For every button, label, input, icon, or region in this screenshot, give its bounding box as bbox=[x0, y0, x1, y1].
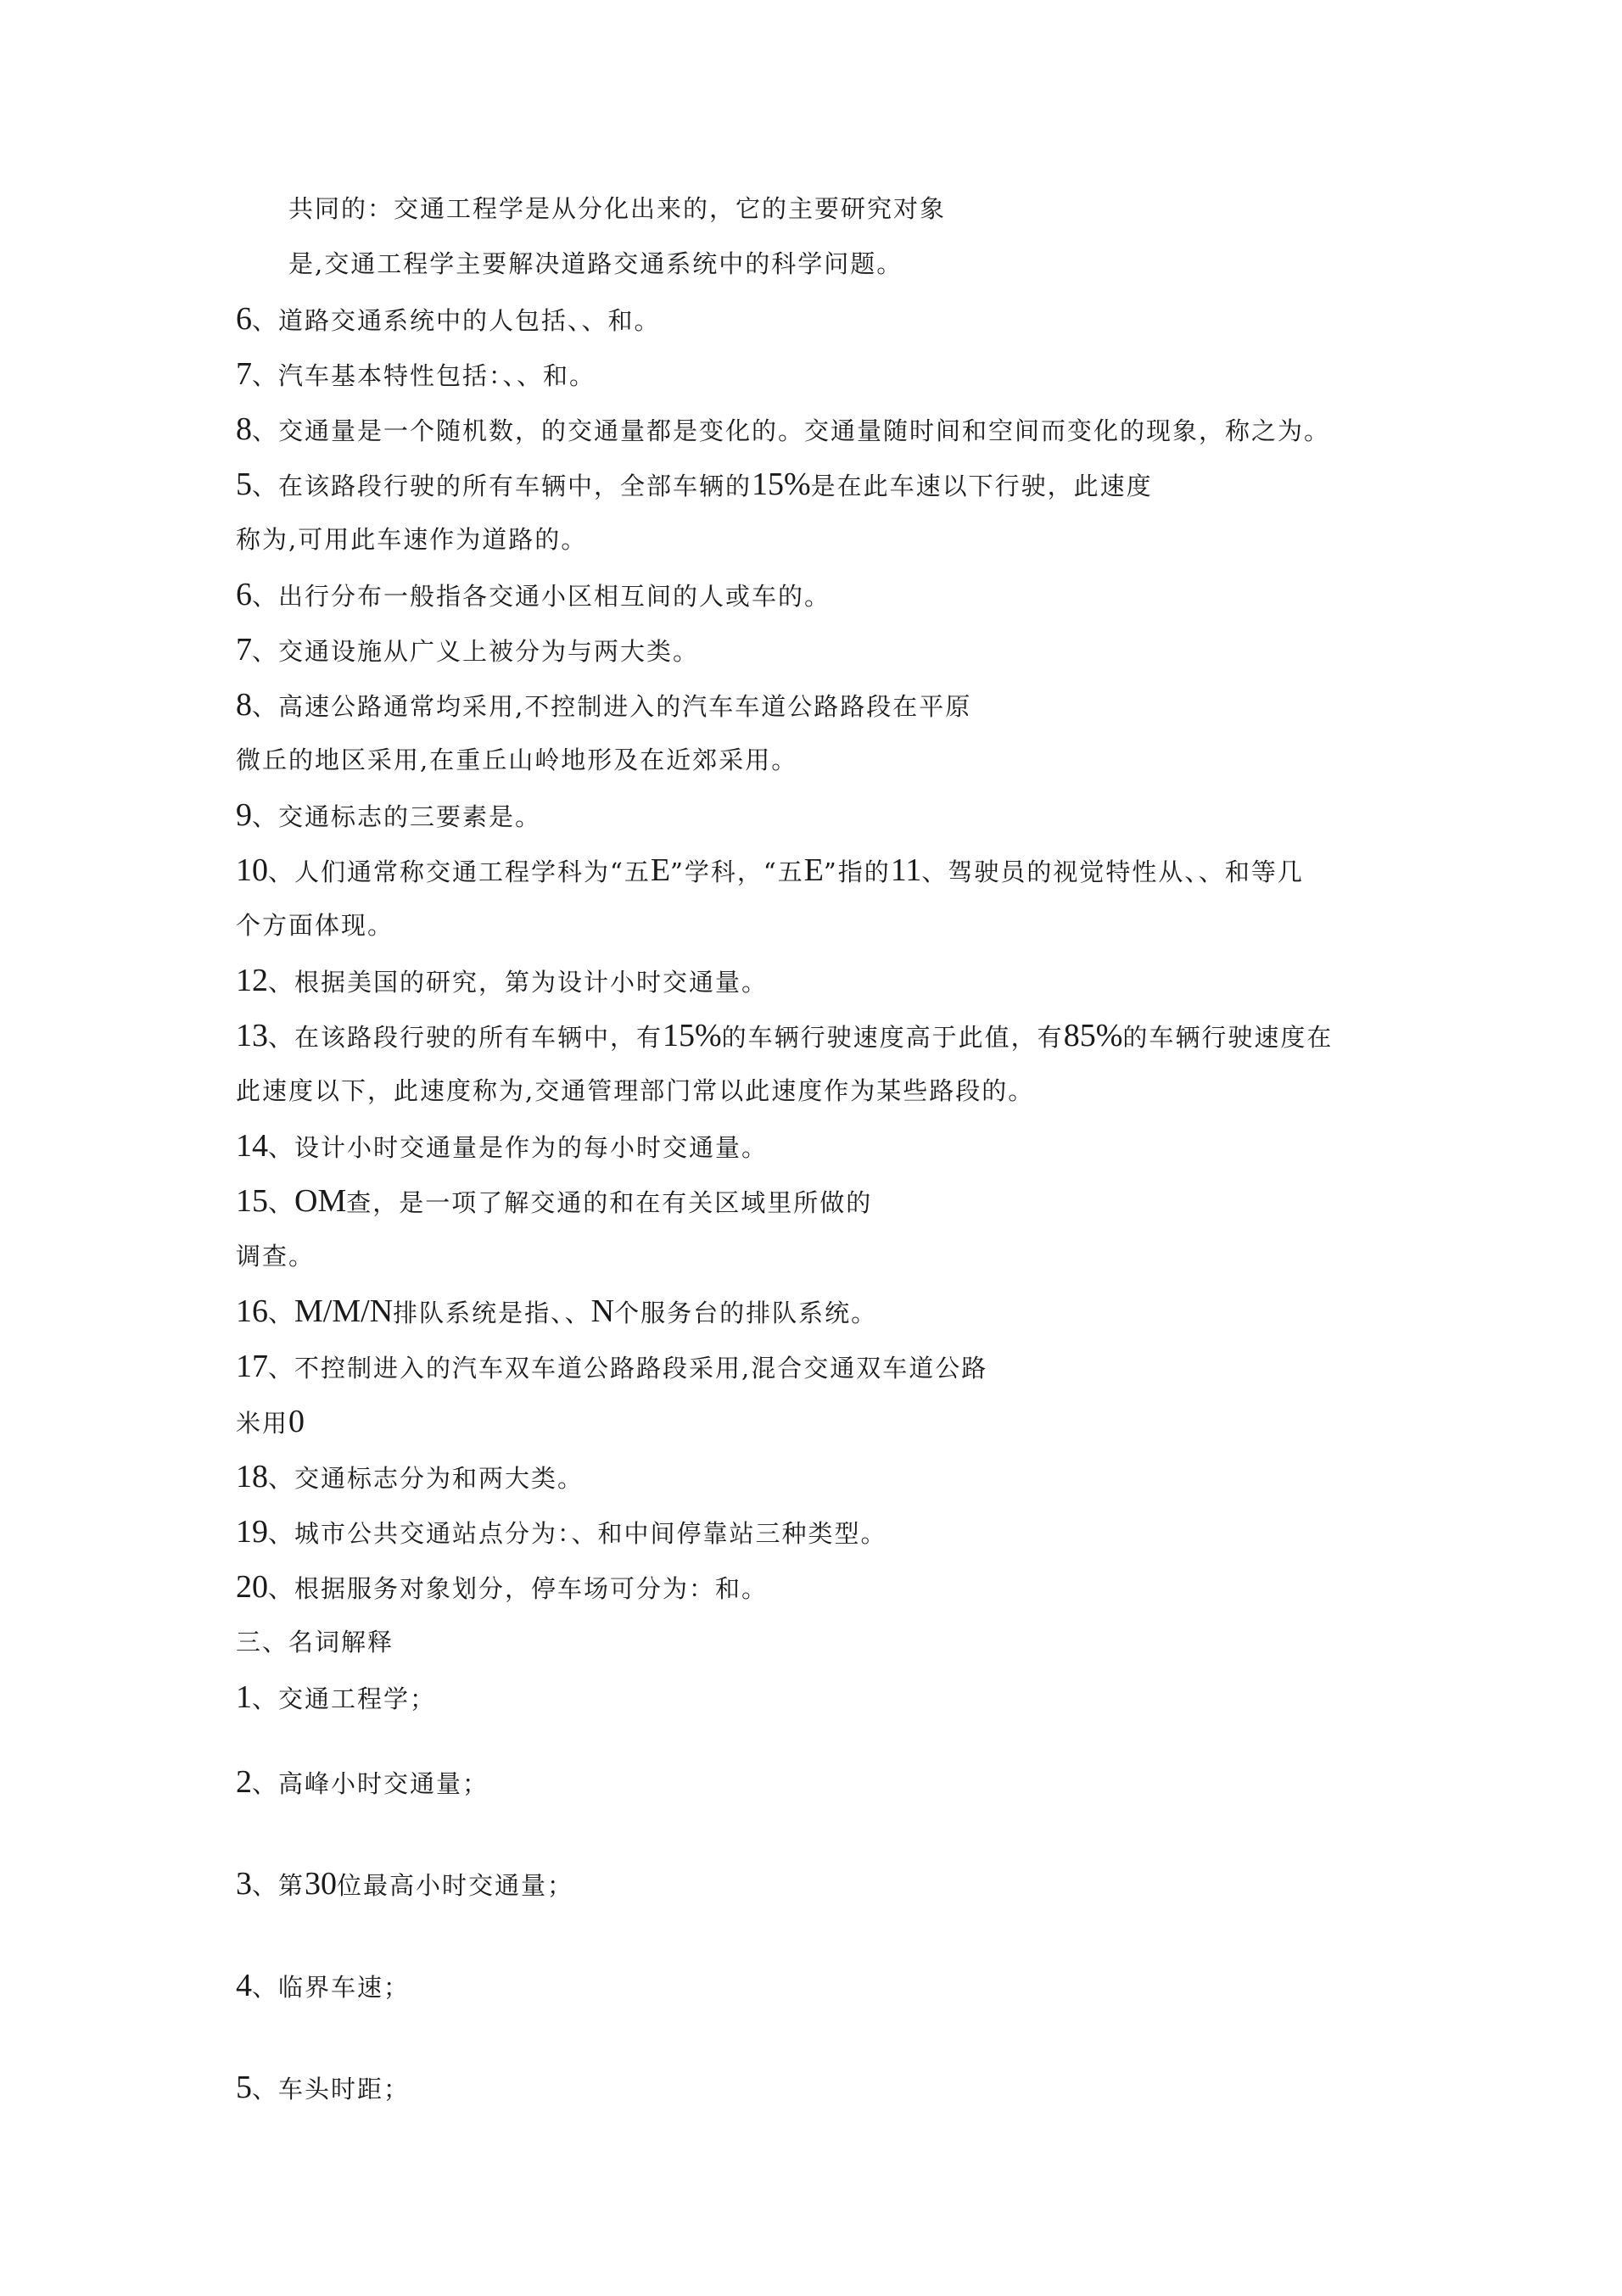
text-line-continuation bbox=[236, 736, 797, 784]
line-text: 共同的：交通工程学是从分化出来的，它的主要研究对象 bbox=[288, 194, 947, 223]
fill-blank-item-8b bbox=[236, 681, 971, 729]
item-text: 的车辆行驶速度在 bbox=[1122, 1023, 1334, 1052]
line-text: 此速度以下，此速度称为,交通管理部门常以此速度作为某些路段的。 bbox=[236, 1076, 1035, 1105]
item-number: 1 bbox=[236, 1679, 252, 1715]
item-text: 、交通标志的三要素是。 bbox=[252, 802, 542, 831]
text-line-continuation bbox=[236, 1232, 315, 1280]
item-number: 14 bbox=[236, 1128, 268, 1164]
item-text: 、出行分布一般指各交通小区相互间的人或车的。 bbox=[252, 582, 831, 611]
item-number: 6 bbox=[236, 577, 252, 612]
item-number: 15 bbox=[236, 1183, 268, 1219]
item-number: 5 bbox=[236, 466, 252, 502]
fill-blank-item-15 bbox=[236, 1177, 872, 1225]
item-text: 位最高小时交通量； bbox=[337, 1871, 574, 1900]
latin-letter: E bbox=[650, 852, 671, 888]
line-text: 个方面体现。 bbox=[236, 911, 394, 940]
item-number: 2 bbox=[236, 1764, 252, 1800]
fill-blank-item-16 bbox=[236, 1288, 877, 1335]
item-number: 7 bbox=[236, 632, 252, 668]
item-text: 、根据服务对象划分，停车场可分为：和。 bbox=[268, 1574, 769, 1603]
item-text: 、临界车速； bbox=[252, 1973, 411, 2002]
item-text: 、 bbox=[268, 1188, 295, 1217]
item-text: 、交通设施从广义上被分为与两大类。 bbox=[252, 637, 700, 666]
item-number: 19 bbox=[236, 1514, 268, 1550]
item-number: 18 bbox=[236, 1459, 268, 1494]
line-text: 米用 bbox=[236, 1409, 289, 1438]
item-text: 是在此车速以下行驶，此速度 bbox=[810, 472, 1153, 500]
term-item-2 bbox=[236, 1758, 489, 1806]
term-item-3 bbox=[236, 1860, 573, 1908]
item-text: 、汽车基本特性包括：、、和。 bbox=[252, 361, 596, 390]
item-text: 、驾驶员的视觉特性从、、和等几 bbox=[921, 858, 1304, 886]
fill-blank-item-12 bbox=[236, 957, 768, 1004]
line-text: 是,交通工程学主要解决道路交通系统中的科学问题。 bbox=[288, 249, 903, 278]
item-text: 、 bbox=[268, 1299, 295, 1327]
fill-blank-item-6b bbox=[236, 571, 831, 618]
fill-blank-item-7a bbox=[236, 350, 596, 398]
item-number: 4 bbox=[236, 1968, 252, 2003]
item-text: ”指的 bbox=[823, 858, 891, 886]
line-text: 调查。 bbox=[236, 1242, 316, 1271]
item-number: 5 bbox=[236, 2070, 252, 2105]
item-text: 个服务台的排队系统。 bbox=[614, 1299, 878, 1327]
item-text: 、不控制进入的汽车双车道公路路段采用,混合交通双车道公路 bbox=[268, 1354, 988, 1383]
item-text: 、道路交通系统中的人包括、、和。 bbox=[252, 306, 661, 335]
latin-letter: E bbox=[803, 852, 824, 888]
fill-blank-item-13 bbox=[236, 1012, 1333, 1059]
fill-blank-item-8a bbox=[236, 405, 1330, 453]
item-number: 17 bbox=[236, 1349, 268, 1384]
item-text: 、在该路段行驶的所有车辆中，全部车辆的 bbox=[252, 472, 752, 500]
item-number: 20 bbox=[236, 1569, 268, 1605]
section-title: 三、名词解释 bbox=[236, 1628, 394, 1656]
fill-blank-item-9 bbox=[236, 791, 541, 839]
fill-blank-item-7b bbox=[236, 626, 699, 673]
line-text: 微丘的地区采用,在重丘山岭地形及在近郊采用。 bbox=[236, 746, 798, 774]
fill-blank-item-6a bbox=[236, 295, 661, 343]
item-number: 11 bbox=[890, 852, 922, 888]
item-text: 、设计小时交通量是作为的每小时交通量。 bbox=[268, 1133, 769, 1162]
fill-blank-item-17 bbox=[236, 1343, 987, 1390]
line-text: 称为,可用此车速作为道路的。 bbox=[236, 525, 588, 554]
item-text: 的车辆行驶速度高于此值，有 bbox=[721, 1023, 1064, 1052]
text-line-continuation bbox=[236, 1398, 305, 1445]
item-text: 排队系统是指、、 bbox=[393, 1299, 591, 1327]
item-number: 6 bbox=[236, 301, 252, 337]
item-text: 、交通标志分为和两大类。 bbox=[268, 1464, 584, 1493]
item-number: 16 bbox=[236, 1293, 268, 1329]
item-text: 、高速公路通常均采用,不控制进入的汽车车道公路路段在平原 bbox=[252, 692, 972, 721]
item-text: 、车头时距； bbox=[252, 2075, 411, 2103]
item-text: 、人们通常称交通工程学科为“五 bbox=[268, 858, 651, 886]
item-number: 10 bbox=[236, 852, 268, 888]
item-number: 8 bbox=[236, 411, 252, 447]
item-number: 3 bbox=[236, 1866, 252, 1902]
item-number: 9 bbox=[236, 797, 252, 833]
item-text: ”学科，“五 bbox=[670, 858, 804, 886]
text-line-2 bbox=[288, 240, 903, 288]
item-number: 7 bbox=[236, 356, 252, 392]
percent-value: 15% bbox=[752, 466, 811, 502]
latin-letter: OM bbox=[294, 1183, 347, 1219]
item-text: 、第 bbox=[252, 1871, 305, 1900]
fill-blank-item-5b bbox=[236, 461, 1153, 508]
text-line-1 bbox=[288, 185, 946, 232]
text-line-continuation bbox=[236, 902, 394, 949]
item-text: 、在该路段行驶的所有车辆中，有 bbox=[268, 1023, 663, 1052]
percent-value: 15% bbox=[663, 1018, 722, 1053]
text-line-continuation bbox=[236, 1067, 1034, 1114]
fill-blank-item-14 bbox=[236, 1122, 768, 1170]
item-text: 、高峰小时交通量； bbox=[252, 1769, 489, 1798]
latin-letter: M/M/N bbox=[294, 1293, 394, 1329]
text-line-continuation bbox=[236, 516, 587, 563]
term-item-1 bbox=[236, 1673, 436, 1721]
term-item-5 bbox=[236, 2064, 410, 2111]
fill-blank-item-18 bbox=[236, 1453, 584, 1500]
percent-value: 85% bbox=[1063, 1018, 1123, 1053]
item-number: 12 bbox=[236, 963, 268, 998]
fill-blank-item-10-11 bbox=[236, 846, 1304, 894]
item-number: 13 bbox=[236, 1018, 268, 1053]
item-text: 、交通量是一个随机数，的交通量都是变化的。交通量随时间和空间而变化的现象，称之为。 bbox=[252, 416, 1331, 445]
latin-letter: N bbox=[590, 1293, 615, 1329]
item-text: 、城市公共交通站点分为：、和中间停靠站三种类型。 bbox=[268, 1519, 887, 1548]
item-text: 、根据美国的研究，第为设计小时交通量。 bbox=[268, 968, 769, 997]
item-text: 、交通工程学； bbox=[252, 1684, 437, 1713]
fill-blank-item-19 bbox=[236, 1508, 887, 1556]
item-text: 查，是一项了解交通的和在有关区域里所做的 bbox=[346, 1188, 873, 1217]
item-number: 8 bbox=[236, 687, 252, 723]
fill-blank-item-20 bbox=[236, 1563, 768, 1611]
rank-value: 30 bbox=[305, 1866, 338, 1902]
term-item-4 bbox=[236, 1962, 410, 2009]
item-number: 0 bbox=[288, 1404, 305, 1439]
section-heading bbox=[236, 1618, 394, 1666]
